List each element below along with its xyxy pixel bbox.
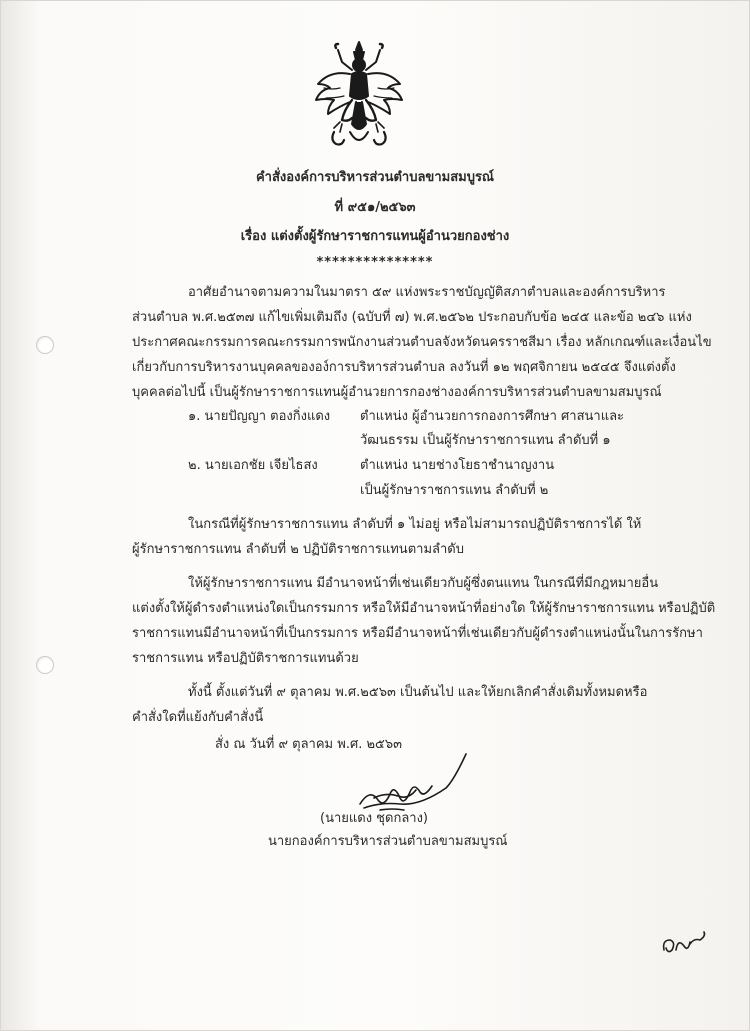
paragraph-line: ราชการแทน หรือปฏิบัติราชการแทนด้วย <box>132 651 359 666</box>
appointee-position: ตำแหน่ง ผู้อำนวยการกองการศึกษา ศาสนาและ <box>360 409 625 424</box>
garuda-emblem-icon <box>312 40 406 152</box>
paragraph-line: อาศัยอำนาจตามความในมาตรา ๕๙ แห่งพระราชบัญญัติสภาตำบลและองค์การบริหาร <box>188 285 666 300</box>
paragraph-line: คำสั่งใดที่แย้งกับคำสั่งนี้ <box>132 710 264 725</box>
punch-hole-bottom <box>36 656 54 674</box>
paragraph-line: บุคคลต่อไปนี้ เป็นผู้รักษาราชการแทนผู้อำนวยการกองช่างองค์การบริหารส่วนตำบลขามสมบูรณ์ <box>132 385 662 400</box>
appointee-position: วัฒนธรรม เป็นผู้รักษาราชการแทน ลำดับที่ ๑ <box>360 433 611 448</box>
paragraph-line: ประกาศคณะกรรมการคณะกรรมการพนักงานส่วนตำบลจังหวัดนครราชสีมา เรื่อง หลักเกณฑ์และเงื่อนไข <box>132 335 712 350</box>
paragraph-line: ให้ผู้รักษาราชการแทน มีอำนาจหน้าที่เช่นเดียวกับผู้ซึ่งตนแทน ในกรณีที่มีกฎหมายอื่น <box>188 576 659 591</box>
signer-title: นายกองค์การบริหารส่วนตำบลขามสมบูรณ์ <box>268 834 508 849</box>
order-subject: เรื่อง แต่งตั้งผู้รักษาราชการแทนผู้อำนวยกองช่าง <box>240 229 510 244</box>
paragraph-line: ราชการแทนมีอำนาจหน้าที่เป็นกรรมการ หรือมีอำนาจหน้าที่เช่นเดียวกับผู้ดำรงตำแหน่งนั้นในการรักษา <box>132 626 703 641</box>
signer-name: (นายแดง ชุดกลาง) <box>320 811 428 826</box>
paragraph-line: ผู้รักษาราชการแทน ลำดับที่ ๒ ปฏิบัติราชการแทนตามลำดับ <box>132 542 464 557</box>
paragraph-line: แต่งตั้งให้ผู้ดำรงตำแหน่งใดเป็นกรรมการ หรือให้มีอำนาจหน้าที่อย่างใด ให้ผู้รักษาราชการแทน หรือปฏิบัติ <box>132 601 716 616</box>
appointee-name: ๒. นายเอกชัย เจียไธสง <box>188 458 318 473</box>
separator-stars: *************** <box>316 255 434 270</box>
order-number: ที่ ๙๕๑/๒๕๖๓ <box>334 200 416 215</box>
paragraph-line: ในกรณีที่ผู้รักษาราชการแทน ลำดับที่ ๑ ไม่อยู่ หรือไม่สามารถปฏิบัติราชการได้ ให้ <box>188 517 642 532</box>
appointee-name: ๑. นายปัญญา ตองกิ่งแดง <box>188 409 331 424</box>
paragraph-line: ส่วนตำบล พ.ศ.๒๕๓๗ แก้ไขเพิ่มเติมถึง (ฉบับที่ ๗) พ.ศ.๒๕๖๒ ประกอบกับข้อ ๒๔๕ และข้อ ๒๔๖ แห่ง <box>132 310 692 325</box>
paragraph-line: เกี่ยวกับการบริหารงานบุคคลขององ์การบริหารส่วนตำบล ลงวันที่ ๑๒ พฤศจิกายน ๒๕๔๕ จึงแต่งตั้ง <box>132 360 676 375</box>
order-date: สั่ง ณ วันที่ ๙ ตุลาคม พ.ศ. ๒๕๖๓ <box>215 737 403 752</box>
paragraph-line: ทั้งนี้ ตั้งแต่วันที่ ๙ ตุลาคม พ.ศ.๒๕๖๓ เป็นต้นไป และให้ยกเลิกคำสั่งเดิมทั้งหมดหรือ <box>188 685 648 700</box>
punch-hole-top <box>36 336 54 354</box>
order-title: คำสั่งองค์การบริหารส่วนตำบลขามสมบูรณ์ <box>255 170 494 185</box>
appointee-position: เป็นผู้รักษาราชการแทน ลำดับที่ ๒ <box>360 483 549 498</box>
handwritten-signature <box>350 748 470 818</box>
appointee-position: ตำแหน่ง นายช่างโยธาชำนาญงาน <box>360 458 555 473</box>
handwritten-initials <box>660 928 708 956</box>
